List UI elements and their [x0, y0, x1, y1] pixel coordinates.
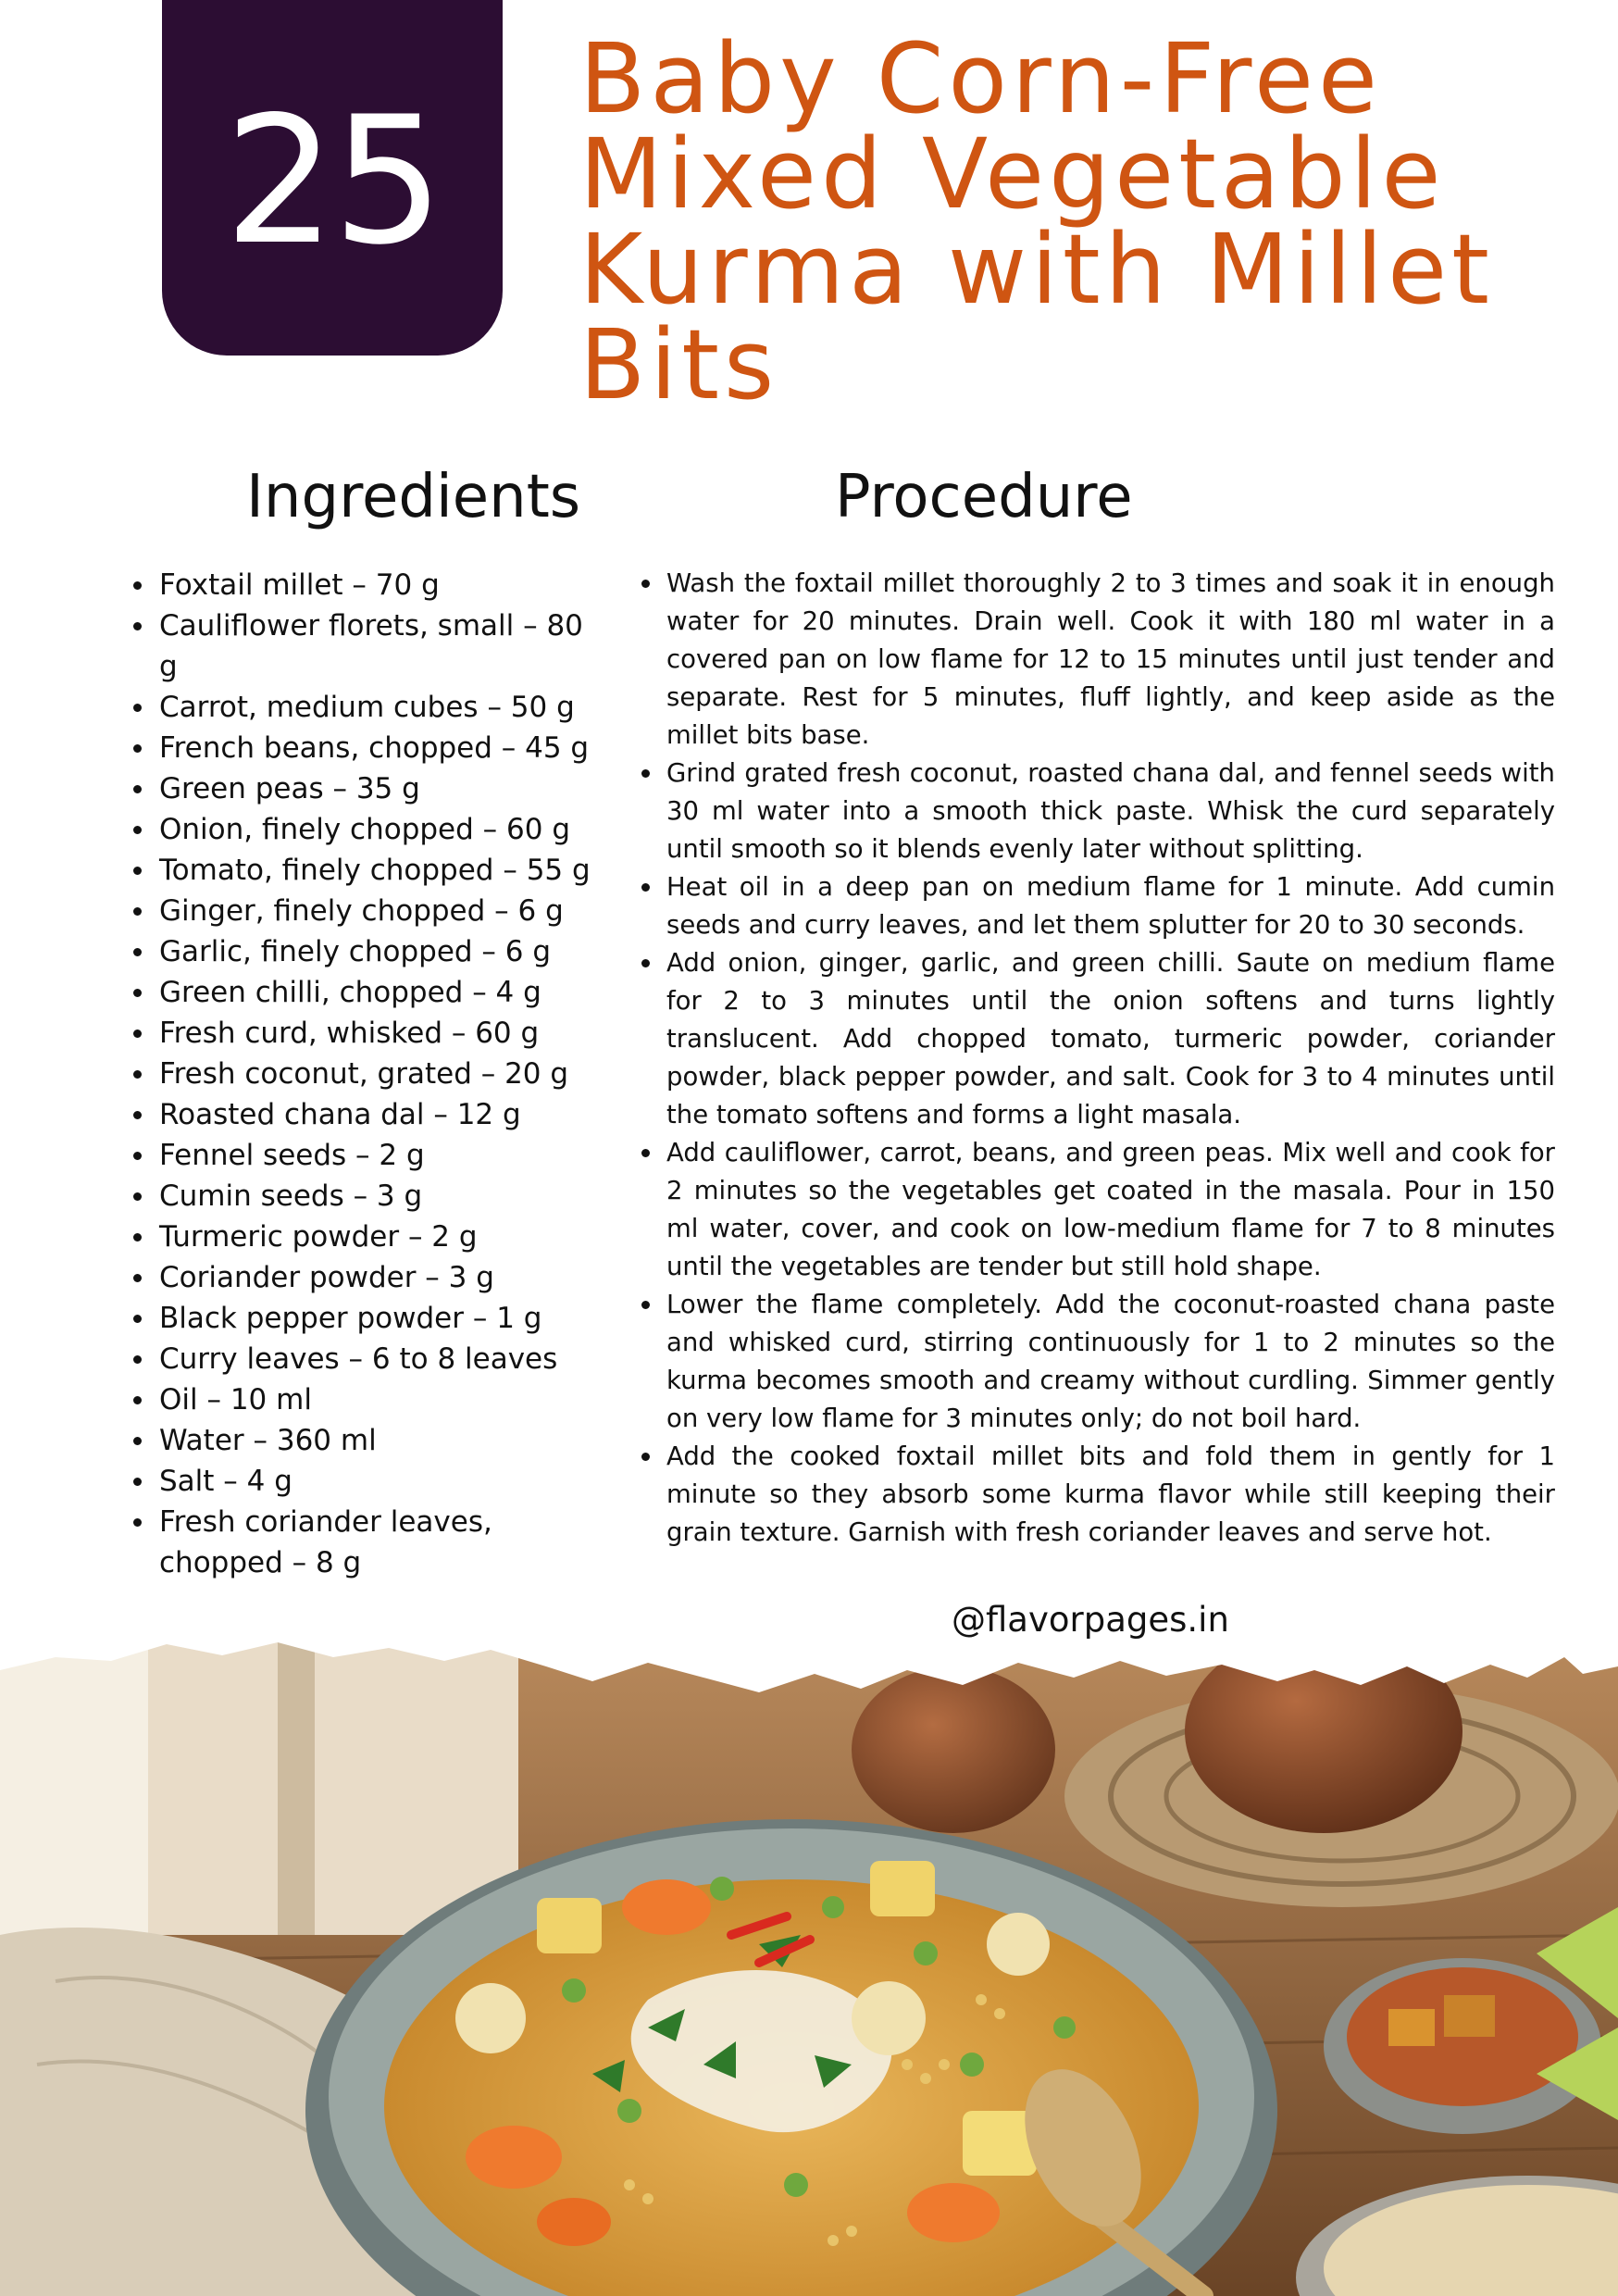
procedure-step: Add cauliflower, carrot, beans, and green peas. Mix well and cook for 2 minutes so the vegetables get coated in the masala. Pour in 150 ml water, cover, and cook on low-medium flame for 7 to 8 minutes until the vegetables are tender but still hold shape.	[639, 1134, 1555, 1286]
ingredient-item: French beans, chopped – 45 g	[130, 728, 602, 768]
ingredient-item: Fresh coriander leaves, chopped – 8 g	[130, 1502, 602, 1583]
ingredient-item: Curry leaves – 6 to 8 leaves	[130, 1339, 602, 1379]
procedure-step: Add the cooked foxtail millet bits and fold them in gently for 1 minute so they absorb some kurma flavor while still keeping their grain texture. Garnish with fresh coriander leaves and serve hot.	[639, 1438, 1555, 1552]
procedure-step: Grind grated fresh coconut, roasted chana dal, and fennel seeds with 30 ml water into a smooth thick paste. Whisk the curd separately until smooth so it blends evenly later without splitting.	[639, 755, 1555, 868]
ingredient-item: Turmeric powder – 2 g	[130, 1217, 602, 1257]
ingredient-item: Carrot, medium cubes – 50 g	[130, 687, 602, 728]
ingredient-item: Green peas – 35 g	[130, 768, 602, 809]
ingredient-item: Cauliflower florets, small – 80 g	[130, 605, 602, 687]
ingredient-item: Cumin seeds – 3 g	[130, 1176, 602, 1217]
ingredients-list	[130, 565, 602, 1583]
procedure-list	[639, 565, 1555, 1552]
ingredient-item: Onion, finely chopped – 60 g	[130, 809, 602, 850]
ingredient-item: Salt – 4 g	[130, 1461, 602, 1502]
ingredient-item: Foxtail millet – 70 g	[130, 565, 602, 605]
food-photo	[0, 1629, 1618, 2296]
recipe-number-badge	[162, 0, 503, 356]
procedure-heading: Procedure	[835, 463, 1133, 531]
ingredient-item: Oil – 10 ml	[130, 1379, 602, 1420]
recipe-number: 25	[224, 78, 441, 283]
ingredient-item: Green chilli, chopped – 4 g	[130, 972, 602, 1013]
ingredients-heading: Ingredients	[246, 463, 581, 531]
ingredient-item: Fresh coconut, grated – 20 g	[130, 1054, 602, 1094]
ingredient-item: Roasted chana dal – 12 g	[130, 1094, 602, 1135]
recipe-title: Baby Corn-Free Mixed Vegetable Kurma with Millet Bits	[579, 22, 1494, 421]
procedure-step: Lower the flame completely. Add the coconut-roasted chana paste and whisked curd, stirring continuously for 1 to 2 minutes so the kurma becomes smooth and creamy without curdling. Simmer gently on very low flame for 3 minutes only; do not boil hard.	[639, 1286, 1555, 1438]
procedure-step: Wash the foxtail millet thoroughly 2 to 3 times and soak it in enough water for 20 minutes. Drain well. Cook it with 180 ml water in a covered pan on low flame for 12 to 15 minutes until just tender and separate. Rest for 5 minutes, fluff lightly, and keep aside as the millet bits base.	[639, 565, 1555, 755]
ingredient-item: Water – 360 ml	[130, 1420, 602, 1461]
ingredient-item: Fennel seeds – 2 g	[130, 1135, 602, 1176]
procedure-step: Heat oil in a deep pan on medium flame for 1 minute. Add cumin seeds and curry leaves, and let them splutter for 20 to 30 seconds.	[639, 868, 1555, 944]
procedure-step: Add onion, ginger, garlic, and green chilli. Saute on medium flame for 2 to 3 minutes until the onion softens and turns lightly translucent. Add chopped tomato, turmeric powder, coriander powder, black pepper powder, and salt. Cook for 3 to 4 minutes until the tomato softens and forms a light masala.	[639, 944, 1555, 1134]
social-handle: @flavorpages.in	[952, 1600, 1229, 1640]
ingredient-item: Fresh curd, whisked – 60 g	[130, 1013, 602, 1054]
ingredient-item: Ginger, finely chopped – 6 g	[130, 891, 602, 931]
ingredient-item: Black pepper powder – 1 g	[130, 1298, 602, 1339]
ingredient-item: Coriander powder – 3 g	[130, 1257, 602, 1298]
ingredient-item: Garlic, finely chopped – 6 g	[130, 931, 602, 972]
ingredient-item: Tomato, finely chopped – 55 g	[130, 850, 602, 891]
